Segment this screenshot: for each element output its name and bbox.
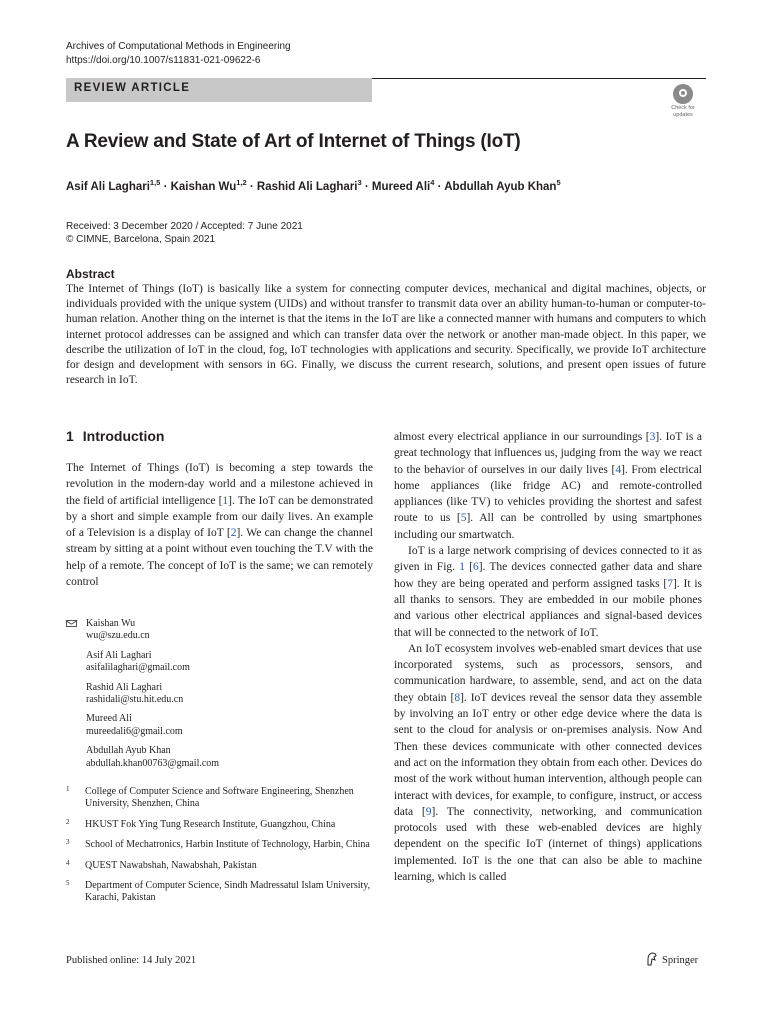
text-run: ]. IoT devices reveal the sensor data they assemble by involving an IoT entry or other edge device where the data is sent to the cloud for analysis or on-premises analysis. Now And Then these devices communicate with other connected devices and act on the information they obtain from each other. Devices do most of the work without human intervention, although people can interact with devices, for example, to configure, instruct, or access data [: [394, 691, 702, 818]
publisher-logo: [646, 952, 698, 966]
affiliation-text: Department of Computer Science, Sindh Madressatul Islam University, Karachi, Pakistan: [85, 880, 371, 904]
affiliation-number: 3: [66, 838, 70, 847]
affiliation-item: [66, 819, 373, 831]
affiliation-text: School of Mechatronics, Harbin Institute of Technology, Harbin, China: [85, 839, 370, 851]
copyright: © CIMNE, Barcelona, Spain 2021: [66, 234, 216, 245]
contact-email[interactable]: mureedali6@gmail.com: [86, 725, 183, 737]
author-separator: ·: [163, 180, 168, 193]
author-affil-sup: 5: [556, 178, 561, 187]
paragraph: [394, 543, 702, 641]
header-rule: [372, 78, 706, 79]
text-run: [: [464, 561, 473, 574]
citation-link[interactable]: 5: [460, 512, 467, 525]
paragraph: [394, 641, 702, 885]
section-number: 1: [66, 428, 74, 444]
citation-link[interactable]: 2: [230, 527, 237, 540]
contact-email[interactable]: abdullah.khan00763@gmail.com: [86, 757, 220, 769]
author-name: Asif Ali Laghari: [66, 180, 150, 193]
affiliation-item: [66, 860, 373, 872]
affiliation-number: 2: [66, 817, 70, 826]
citation-link[interactable]: 8: [454, 691, 461, 704]
contact-name: Rashid Ali Laghari: [86, 681, 163, 693]
text-run: ]. All can be controlled by using smartphones including our smartwatch.: [394, 512, 702, 541]
contact-entry: [66, 682, 373, 707]
abstract-text: The Internet of Things (IoT) is basically like a system for connecting computer devices, mechanical and digital machines, objects, or individuals provided with the unique system (UIDs) and without transfer to transmit data over an ability human-to-human or computer-to-human relation. Another thing on the internet is that the items in the IoT are like a connected manner with humans and computers to which internet protocol addresses can be assigned and which can transfer data over the network or another man-made object. In this paper, we describe the utilization of IoT in the cloud, fog, IoT technologies with applications and security. Specifically, we provide IoT architecture for design and development with sensors in 6G. Finally, we discuss the current research, solutions, and present open issues of future research in IoT.: [66, 283, 706, 387]
contact-name: Abdullah Ayub Khan: [86, 745, 171, 757]
author-list: [66, 178, 561, 193]
text-run: ]. The connectivity, networking, and communication protocols used with these web-enabled devices are highly dependent on the specific IoT (internet of things) applications implemented. IoT is the one that can also be able to machine learning, which is called: [394, 805, 703, 884]
contact-name: Asif Ali Laghari: [86, 649, 152, 661]
contact-email[interactable]: wu@szu.edu.cn: [86, 630, 150, 642]
section-heading: [66, 428, 164, 444]
text-run: ]. The devices connected gather data and share how they are being operated and perform assigned tasks [: [394, 561, 702, 590]
affiliation-text: HKUST Fok Ying Tung Research Institute, Guangzhou, China: [85, 818, 336, 830]
text-run: IoT is a large network comprising of devices connected to it as given in Fig.: [394, 545, 702, 574]
check-for-updates-icon: [673, 84, 693, 104]
author-affil-sup: 4: [430, 178, 435, 187]
paper-title: A Review and State of Art of Internet of Things (IoT): [66, 131, 521, 152]
affiliation-text: QUEST Nawabshah, Nawabshah, Pakistan: [85, 859, 257, 871]
article-dates: [66, 220, 303, 246]
published-online: Published online: 14 July 2021: [66, 955, 197, 966]
doi-link[interactable]: https://doi.org/10.1007/s11831-021-09622-6: [66, 55, 261, 66]
author-separator: ·: [249, 180, 254, 193]
author-affil-sup: 1,5: [149, 178, 161, 187]
contact-email[interactable]: rashidali@stu.hit.edu.cn: [86, 694, 184, 706]
springer-horse-icon: [646, 952, 658, 966]
contact-entry: [66, 713, 373, 738]
affiliation-text: College of Computer Science and Software Engineering, Shenzhen University, Shenzhen, China: [85, 786, 354, 810]
affiliation-item: [66, 786, 373, 811]
affiliation-number: 5: [66, 879, 70, 888]
text-run: The Internet of Things (IoT) is becoming a step towards the revolution in the modern-day world and a milestone achieved in the field of artificial intelligence [: [66, 462, 373, 507]
affiliation-number: 4: [66, 858, 70, 867]
article-type-band: [66, 78, 372, 102]
author-separator: ·: [364, 180, 369, 193]
citation-link[interactable]: 1: [222, 494, 229, 507]
badge-line-1: Check for: [671, 105, 695, 111]
affiliation-item: [66, 839, 373, 851]
contact-entry: [66, 745, 373, 770]
journal-name: Archives of Computational Methods in Engineering: [66, 41, 291, 52]
author-name: Mureed Ali: [371, 180, 431, 193]
section-title: Introduction: [82, 428, 165, 444]
contact-email[interactable]: asifalilaghari@gmail.com: [86, 662, 190, 674]
affiliations-list: [66, 786, 373, 913]
abstract-heading: Abstract: [66, 267, 115, 281]
author-affil-sup: 3: [357, 178, 362, 187]
text-run: An IoT ecosystem involves web-enabled smart devices that use incorporated systems, such as processors, sensors, and communication hardware, to assemble, send, and act on the data they obtain [: [394, 642, 702, 704]
text-run: ]. It is all thanks to sensors. They are embedded in our mobile phones and various other electrical appliances and signal-based devices that will be connected to the network of IoT.: [394, 577, 703, 639]
text-run: almost every electrical appliance in our surroundings [: [394, 431, 650, 443]
text-run: ]. IoT is a great technology that influences us, judging from the way we react to the behavior of ourselves in our daily lives [: [394, 431, 702, 476]
article-type-label: REVIEW ARTICLE: [74, 82, 191, 94]
author-separator: ·: [437, 180, 442, 193]
contact-name: Mureed Ali: [86, 713, 132, 725]
contact-entry: [66, 618, 373, 643]
citation-link[interactable]: 9: [425, 805, 432, 818]
affiliation-number: 1: [66, 785, 70, 793]
correspondence-block: [66, 618, 373, 777]
author-affil-sup: 1,2: [236, 178, 247, 187]
paragraph: [66, 460, 373, 590]
journal-header: [66, 40, 291, 68]
citation-link[interactable]: 6: [472, 561, 479, 574]
citation-link[interactable]: 7: [667, 577, 673, 590]
publisher-name: Springer: [662, 955, 699, 966]
figure-link[interactable]: 1: [459, 561, 465, 574]
body-column-right: [394, 429, 702, 885]
citation-link[interactable]: 3: [649, 431, 656, 443]
body-column-left: [66, 460, 373, 590]
contact-name: Kaishan Wu: [86, 618, 136, 629]
paragraph: [394, 429, 702, 543]
text-run: ]. We can change the channel stream by sitting at a point without even touching the T.V with the help of a remote. The concept of IoT is the same; we can remotely control: [66, 527, 373, 589]
author-name: Abdullah Ayub Khan: [444, 180, 557, 193]
author-name: Kaishan Wu: [170, 180, 237, 193]
envelope-icon: [66, 620, 77, 627]
badge-line-2: updates: [673, 111, 693, 118]
affiliation-item: [66, 880, 373, 905]
text-run: ]. The IoT can be demonstrated by a short and simple example from our daily lives. An example of a Television is a display of IoT [: [66, 494, 373, 540]
citation-link[interactable]: 4: [615, 463, 622, 476]
received-accepted: Received: 3 December 2020 / Accepted: 7 June 2021: [66, 221, 303, 232]
text-run: ]. From electrical home appliances (like fridge AC) and remote-controlled appliances (like TV) to vehicles providing the shortest and safest route to us [: [394, 463, 703, 525]
contact-entry: [66, 650, 373, 675]
author-name: Rashid Ali Laghari: [256, 180, 358, 193]
check-for-updates-badge[interactable]: [664, 84, 702, 124]
